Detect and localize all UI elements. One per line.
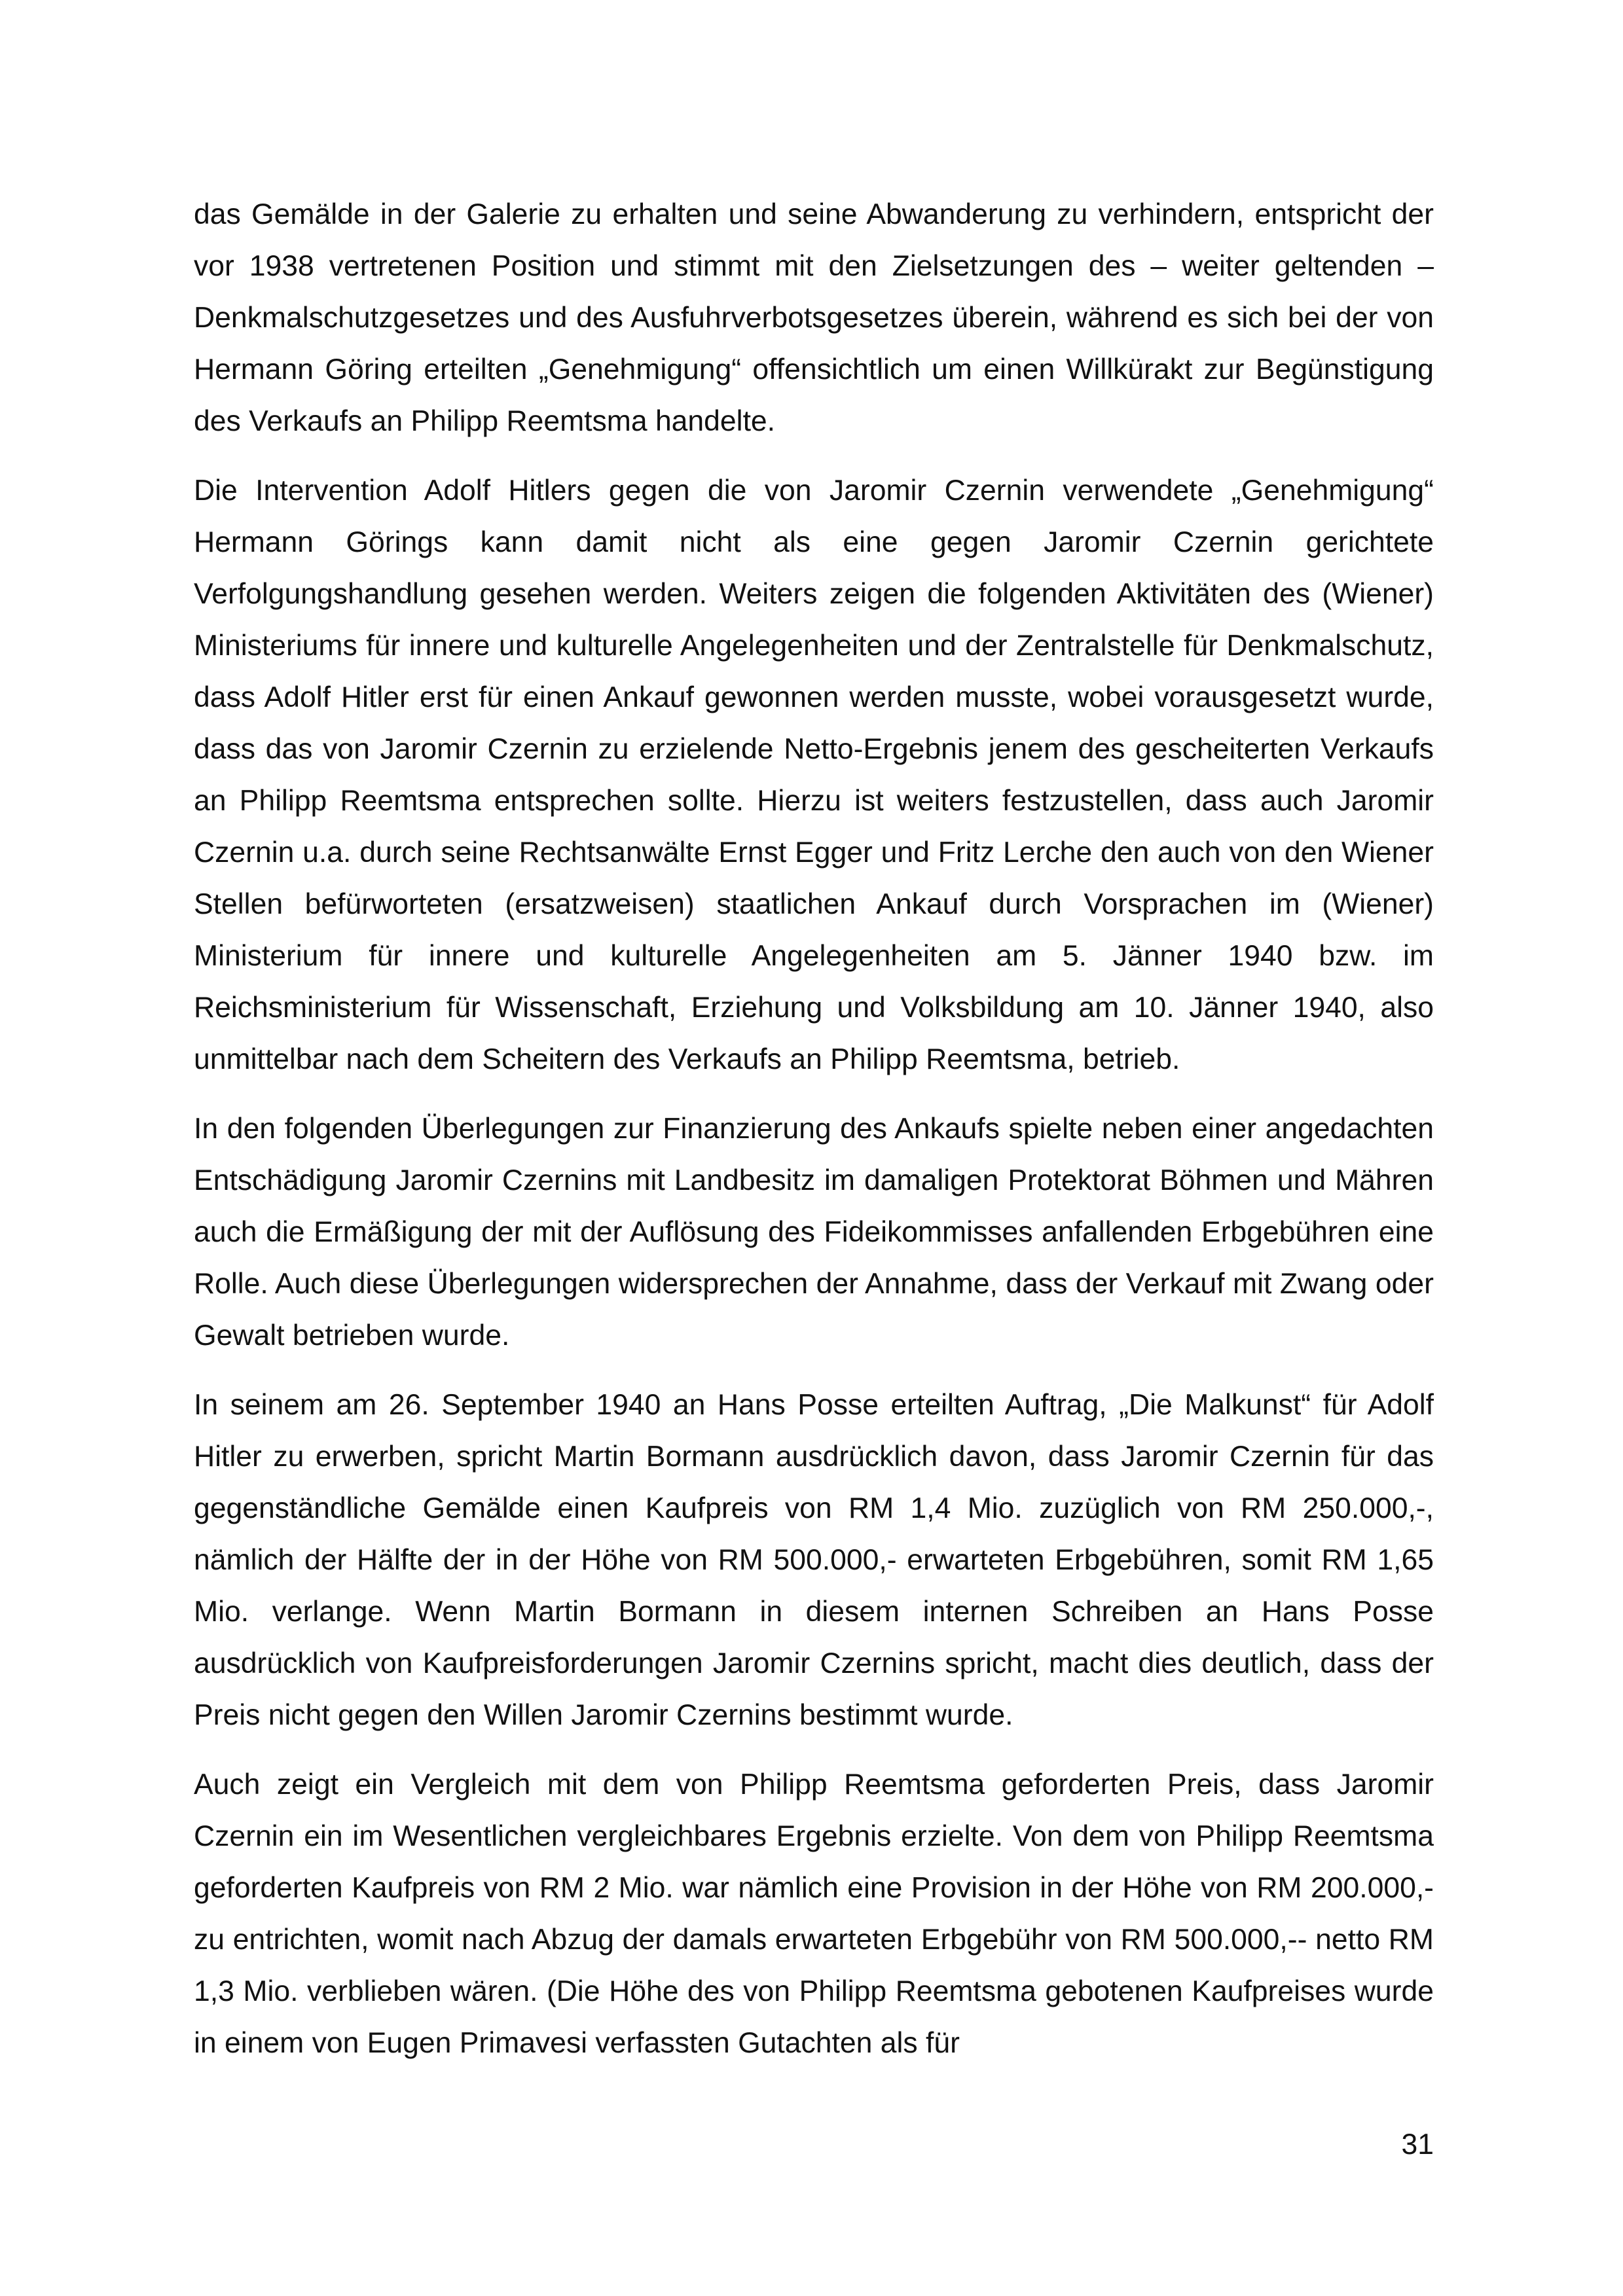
page-number: 31 bbox=[1401, 2128, 1434, 2161]
paragraph-5: Auch zeigt ein Vergleich mit dem von Philipp Reemtsma geforderten Preis, dass Jaromir Czernin ein im Wesentlichen vergleichbares Ergebnis erzielte. Von dem von Philipp Reemtsma geforderten Kaufpreis von RM 2 Mio. war nämlich eine Provision in der Höhe von RM 200.000,- zu entrichten, womit nach Abzug der damals erwarteten Erbgebühr von RM 500.000,-- netto RM 1,3 Mio. verblieben wären. (Die Höhe des von Philipp Reemtsma gebotenen Kaufpreises wurde in einem von Eugen Primavesi verfassten Gutachten als für bbox=[194, 1768, 1434, 2059]
paragraph-4: In seinem am 26. September 1940 an Hans Posse erteilten Auftrag, „Die Malkunst“ für Adolf Hitler zu erwerben, spricht Martin Bormann ausdrücklich davon, dass Jaromir Czernin für das gegenständliche Gemälde einen Kaufpreis von RM 1,4 Mio. zuzüglich von RM 250.000,-, nämlich der Hälfte der in der Höhe von RM 500.000,- erwarteten Erbgebühren, somit RM 1,65 Mio. verlange. Wenn Martin Bormann in diesem internen Schreiben an Hans Posse ausdrücklich von Kaufpreisforderungen Jaromir Czernins spricht, macht dies deutlich, dass der Preis nicht gegen den Willen Jaromir Czernins bestimmt wurde. bbox=[194, 1389, 1434, 1731]
paragraph-1: das Gemälde in der Galerie zu erhalten und seine Abwanderung zu verhindern, entspricht der vor 1938 vertretenen Position und stimmt mit den Zielsetzungen des – weiter geltenden – Denkmalschutzgesetzes und des Ausfuhrverbotsgesetzes überein, während es sich bei der von Hermann Göring erteilten „Genehmigung“ offensichtlich um einen Willkürakt zur Begünstigung des Verkaufs an Philipp Reemtsma handelte. bbox=[194, 198, 1434, 437]
paragraph-3: In den folgenden Überlegungen zur Finanzierung des Ankaufs spielte neben einer angedachten Entschädigung Jaromir Czernins mit Landbesitz im damaligen Protektorat Böhmen und Mähren auch die Ermäßigung der mit der Auflösung des Fideikommisses anfallenden Erbgebühren eine Rolle. Auch diese Überlegungen widersprechen der Annahme, dass der Verkauf mit Zwang oder Gewalt betrieben wurde. bbox=[194, 1113, 1434, 1352]
paragraph-2: Die Intervention Adolf Hitlers gegen die von Jaromir Czernin verwendete „Genehmigung“ Hermann Görings kann damit nicht als eine gegen Jaromir Czernin gerichtete Verfolgungshandlung gesehen werden. Weiters zeigen die folgenden Aktivitäten des (Wiener) Ministeriums für innere und kulturelle Angelegenheiten und der Zentralstelle für Denkmalschutz, dass Adolf Hitler erst für einen Ankauf gewonnen werden musste, wobei vorausgesetzt wurde, dass das von Jaromir Czernin zu erzielende Netto-Ergebnis jenem des gescheiterten Verkaufs an Philipp Reemtsma entsprechen sollte. Hierzu ist weiters festzustellen, dass auch Jaromir Czernin u.a. durch seine Rechtsanwälte Ernst Egger und Fritz Lerche den auch von den Wiener Stellen befürworteten (ersatzweisen) staatlichen Ankauf durch Vorsprachen im (Wiener) Ministerium für innere und kulturelle Angelegenheiten am 5. Jänner 1940 bzw. im Reichsministerium für Wissenschaft, Erziehung und Volksbildung am 10. Jänner 1940, also unmittelbar nach dem Scheitern des Verkaufs an Philipp Reemtsma, betrieb. bbox=[194, 475, 1434, 1075]
body-text bbox=[194, 188, 1434, 2087]
